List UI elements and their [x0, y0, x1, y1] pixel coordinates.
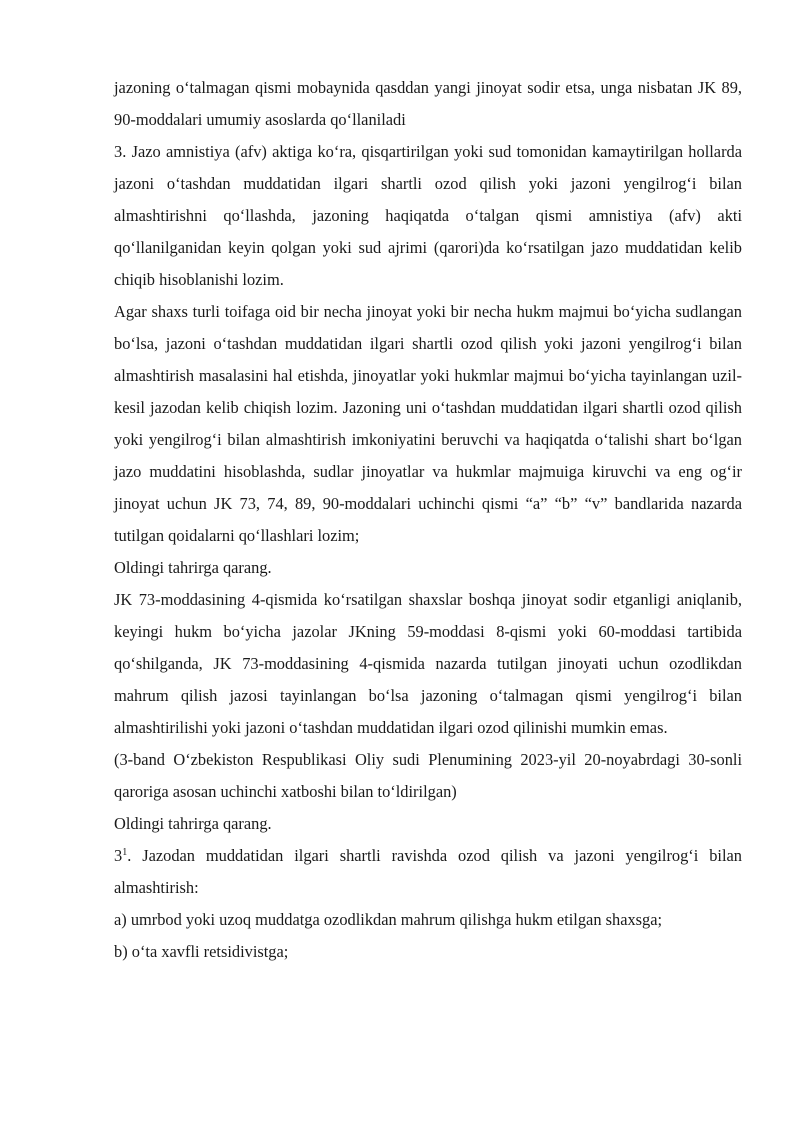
list-item-b: b) o‘ta xavfli retsidivistga; [114, 942, 289, 961]
item-number: 3 [114, 846, 123, 865]
paragraph-continuation: jazoning o‘talmagan qismi mobaynida qasddan yangi jinoyat sodir etsa, unga nisbatan JK 89, 90-moddalari umumiy asoslarda qo‘llaniladi [114, 78, 742, 129]
paragraph-item-3: 3. Jazo amnistiya (afv) aktiga ko‘ra, qisqartirilgan yoki sud tomonidan kamaytirilgan hollarda jazoni o‘tashdan muddatidan ilgari shartli ozod qilish yoki jazoni yengilrog‘i bilan almashtirishni qo‘llashda, jazoning haqiqatda o‘talgan qismi amnistiya (afv) akti qo‘llanilganidan keyin qolgan yoki sud ajrimi (qarori)da ko‘rsatilgan jazo muddatidan kelib chiqib hisoblanishi lozim. [114, 142, 742, 289]
paragraph-cumulative-sentences: Agar shaxs turli toifaga oid bir necha jinoyat yoki bir necha hukm majmui bo‘yicha sudlangan bo‘lsa, jazoni o‘tashdan muddatidan ilgari shartli ozod qilish yoki jazoni yengilrog‘i bilan almashtirish masalasini hal etishda, jinoyatlar yoki hukmlar majmui bo‘yicha tayinlangan uzil-kesil jazodan kelib chiqish lozim. Jazoning uni o‘tashdan muddatidan ilgari shartli ozod qilish yoki yengilrog‘i bilan almashtirish imkoniyatini beruvchi va haqiqatda o‘talishi shart bo‘lgan jazo muddatini hisoblashda, sudlar jinoyatlar va hukmlar majmuiga kiruvchi va eng og‘ir jinoyat uchun JK 73, 74, 89, 90-moddalari uchinchi qismi “a” “b” “v” bandlarida nazarda tutilgan qoidalarni qo‘llashlari lozim; [114, 302, 742, 545]
document-page [114, 72, 742, 968]
item-text: . Jazodan muddatidan ilgari shartli ravishda ozod qilish va jazoni yengilrog‘i bilan almashtirish: [114, 846, 742, 897]
list-item-a: a) umrbod yoki uzoq muddatga ozodlikdan mahrum qilishga hukm etilgan shaxsga; [114, 910, 663, 929]
amendment-note: (3-band O‘zbekiston Respublikasi Oliy sudi Plenumining 2023-yil 20-noyabrdagi 30-sonli qaroriga asosan uchinchi xatboshi bilan to‘ldirilgan) [114, 750, 742, 801]
paragraph-article-73: JK 73-moddasining 4-qismida ko‘rsatilgan shaxslar boshqa jinoyat sodir etganligi aniqlanib, keyingi hukm bo‘yicha jazolar JKning 59-moddasi 8-qismi yoki 60-moddasi tartibida qo‘shilganda, JK 73-moddasining 4-qismida nazarda tutilgan jinoyati uchun ozodlikdan mahrum qilish jazosi tayinlangan bo‘lsa jazoning o‘talmagan qismi yengilrog‘i bilan almashtirilishi yoki jazoni o‘tashdan muddatidan ilgari ozod qilinishi mumkin emas. [114, 590, 742, 737]
previous-edition-link-2[interactable]: Oldingi tahrirga qarang. [114, 814, 272, 833]
previous-edition-link[interactable]: Oldingi tahrirga qarang. [114, 558, 272, 577]
paragraph-item-3-1 [114, 840, 742, 904]
item-superscript: 1 [122, 847, 128, 858]
